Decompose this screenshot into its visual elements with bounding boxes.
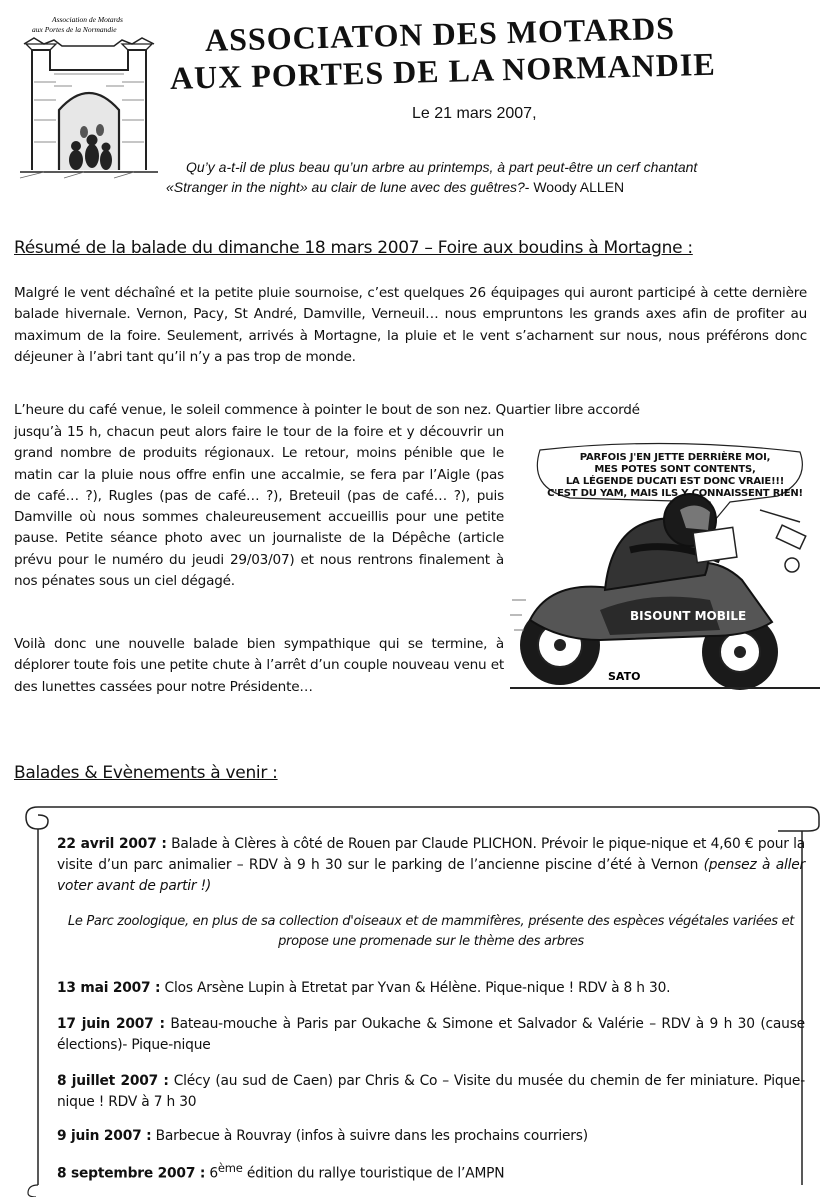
summary-paragraph-1: Malgré le vent déchaîné et la petite pluie sournoise, c’est quelques 26 équipages qui auront participé à cette dernière balade hivernale. Vernon, Pacy, St André, Damville, Verneuil… nous empruntons les grands axes afin de profiter au maximum de la foire. Seulement, arrivés à Mortagne, la pluie et le vent s’acharnent sur nous, nous préférons donc déjeuner à l’abri tant qu’il n’y a pas trop de monde. [14,285,807,365]
event-date: 22 avril 2007 : [57,836,167,852]
epigraph-text: «Stranger in the night» au clair de lune avec des guêtres? [166,179,525,195]
speech-line-2: MES POTES SONT CONTENTS, [594,464,756,475]
document-date: Le 21 mars 2007, [412,105,537,122]
event-date: 8 juillet 2007 : [57,1073,169,1089]
summary-paragraph-2-first-line: L’heure du café venue, le soleil commence à pointer le bout de son nez. Quartier libre accordé [14,402,640,418]
logo-text-line1: Association de Motards [52,15,123,24]
summary-paragraph-3: Voilà donc une nouvelle balade bien sympathique qui se termine, à déplorer toute fois une petite chute à l’arrêt d’un couple nouveau venu et des lunettes cassées pour notre Présidente… [14,636,504,695]
event-text: Clos Arsène Lupin à Etretat par Yvan & Hélène. Pique-nique ! RDV à 8 h 30. [160,980,671,996]
logo-castle-gate-illustration [14,10,164,180]
event-item-2 [57,978,805,999]
event-text: Bateau-mouche à Paris par Oukache & Simone et Salvador & Valérie – RDV à 9 h 30 (cause élections)- Pique-nique [57,1016,805,1053]
event-date: 13 mai 2007 : [57,980,161,996]
event-italic-note: (pensez à aller voter avant de partir !) [57,857,805,894]
epigraph-line1: Qu’y a-t-il de plus beau qu’un arbre au printemps, à part peut-être un cerf chantant [186,159,698,175]
event-item-1 [57,834,805,897]
event-text-superscript: ème [217,1161,243,1175]
cartoon-speech-bubble [535,452,815,500]
speech-line-4: C'EST DU YAM, MAIS ILS Y CONNAISSENT RIEN! [547,488,803,499]
summary-paragraph-2: jusqu’à 15 h, chacun peut alors faire le tour de la foire et y découvrir un grand nombre de produits régionaux. Le retour, moins pénible que le matin car la pluie nous offre enfin une accalmie, se fera par l’Aigle (pas de café… ?), Rugles (pas de café… ?), Breteuil (pas de café… ?), puis Damville où nous sommes chaleureusement accueillis pour une petite pause. Petite séance photo avec un journaliste de la Dépêche (article prévu pour le numéro du jeudi 29/03/07) et nous rentrons finalement à nos pénates sous un ciel dégagé. [14,424,504,590]
event-text: 6 [205,1165,218,1182]
event-text: Barbecue à Rouvray (infos à suivre dans les prochains courriers) [151,1128,588,1144]
main-title-line1: ASSOCIATON DES MOTARDS [204,9,676,58]
event-item-6 [57,1158,805,1185]
event-date: 17 juin 2007 : [57,1016,165,1032]
logo-text-line2: aux Portes de la Normandie [32,25,117,34]
epigraph-author: - Woody ALLEN [524,179,625,195]
event-item-4 [57,1071,805,1113]
event-text-continued: édition du rallye touristique de l’AMPN [242,1165,505,1182]
section-heading-upcoming-events: Balades & Evènements à venir : [14,763,278,783]
event-text: Balade à Clères à côté de Rouen par Claude PLICHON. Prévoir le pique-nique et 4,60 € pour la visite d’un parc animalier – RDV à 9 h 30 sur le parking de l’ancienne piscine d’été à Vernon [57,836,805,873]
section-heading-ride-summary: Résumé de la balade du dimanche 18 mars 2007 – Foire aux boudins à Mortagne : [14,238,693,258]
event-item-5 [57,1126,805,1147]
speech-line-1: PARFOIS J'EN JETTE DERRIÈRE MOI, [579,452,771,463]
event-text: Clécy (au sud de Caen) par Chris & Co – Visite du musée du chemin de fer miniature. Pique-nique ! RDV à 7 h 30 [57,1073,805,1110]
cartoon-signature: SATO [608,670,641,683]
event-item-1-description: Le Parc zoologique, en plus de sa collection d'oiseaux et de mammifères, présente des espèces végétales variées et propose une promenade sur le thème des arbres [67,914,795,949]
event-date: 9 juin 2007 : [57,1128,152,1144]
fairing-text: BISOUNT MOBILE [630,609,747,623]
epigraph-line2 [166,179,624,195]
event-date: 8 septembre 2007 : [57,1165,206,1182]
main-title-line2: AUX PORTES DE LA NORMANDIE [169,45,717,96]
event-item-3 [57,1014,805,1056]
speech-line-3: LA LÉGENDE DUCATI EST DONC VRAIE!!! [565,476,785,487]
